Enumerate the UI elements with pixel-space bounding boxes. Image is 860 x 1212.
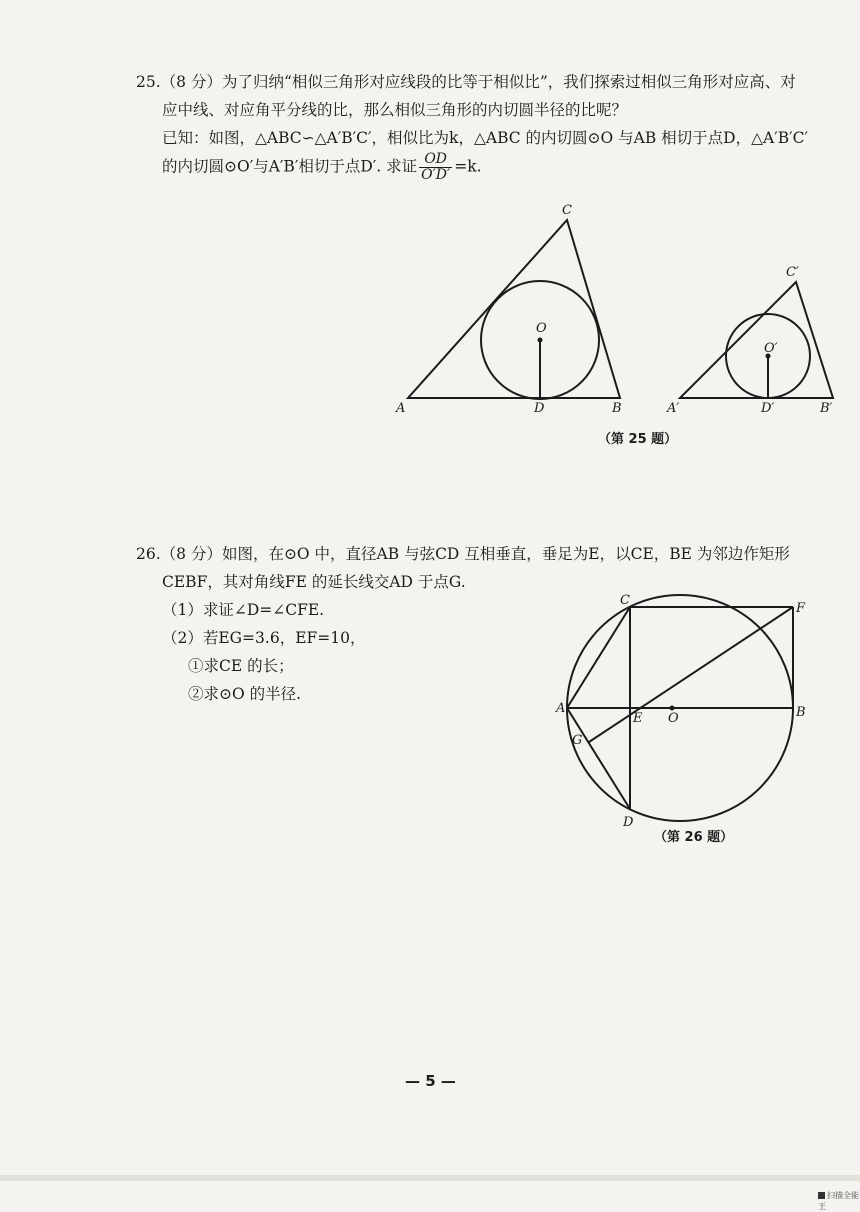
diagonal-fg — [589, 607, 793, 742]
q26-line-2: CEBF，其对角线FE 的延长线交AD 于点G. — [162, 573, 466, 591]
q25-line-2: 应中线、对应角平分线的比，那么相似三角形的内切圆半径的比呢？ — [162, 101, 628, 119]
segment-ad — [567, 708, 630, 809]
label-b-prime: B′ — [820, 401, 833, 416]
q26-part-1: （1）求证∠D=∠CFE. — [162, 601, 325, 619]
label-o-prime: O′ — [764, 341, 778, 356]
label-d: D — [534, 401, 545, 416]
label-c: C — [562, 203, 572, 218]
q25-line-4-text: 的内切圆⊙O′与A′B′相切于点D′. 求证 — [162, 157, 418, 176]
label-c: C — [620, 593, 630, 608]
segment-ac — [567, 607, 630, 708]
label-e: E — [633, 711, 643, 726]
q25-line-1: 25.（8 分）为了归纳“相似三角形对应线段的比等于相似比”，我们探索过相似三角形对应高、对 — [136, 73, 796, 91]
scanner-watermark-text: 扫描全能王 — [818, 1191, 859, 1211]
q26-part-2b: ②求⊙O 的半径. — [188, 685, 302, 703]
caption-25: （第 25 题） — [598, 432, 678, 447]
label-f: F — [796, 601, 806, 616]
page-number: — 5 — — [405, 1072, 456, 1090]
center-o-dot — [670, 706, 675, 711]
label-d: D — [623, 815, 634, 830]
fraction-numerator: OD — [419, 152, 452, 168]
label-a: A — [396, 401, 406, 416]
scanner-watermark — [818, 1190, 860, 1212]
fraction-denominator: O′D′ — [421, 167, 451, 183]
q26-part-2a: ①求CE 的长； — [188, 657, 294, 675]
q25-line-3: 已知：如图，△ABC∽△A′B′C′，相似比为k，△ABC 的内切圆⊙O 与AB 相切于点D，△A′B′C′ — [162, 129, 809, 147]
label-d-prime: D′ — [761, 401, 775, 416]
label-a-prime: A′ — [667, 401, 680, 416]
label-g: G — [572, 733, 583, 748]
q26-line-1: 26.（8 分）如图，在⊙O 中，直径AB 与弦CD 互相垂直，垂足为E，以CE，BE 为邻边作矩形 — [136, 545, 790, 563]
scanner-logo-icon — [818, 1192, 825, 1199]
label-a: A — [556, 701, 566, 716]
caption-26: （第 26 题） — [654, 830, 734, 845]
label-b: B — [796, 705, 806, 720]
scan-shadow — [0, 1175, 860, 1181]
q25-line-4-end: =k. — [454, 157, 482, 176]
label-c-prime: C′ — [786, 265, 799, 280]
label-o: O — [536, 321, 547, 336]
label-b: B — [612, 401, 622, 416]
q26-part-2: （2）若EG=3.6，EF=10， — [162, 629, 366, 647]
label-o: O — [668, 711, 679, 726]
